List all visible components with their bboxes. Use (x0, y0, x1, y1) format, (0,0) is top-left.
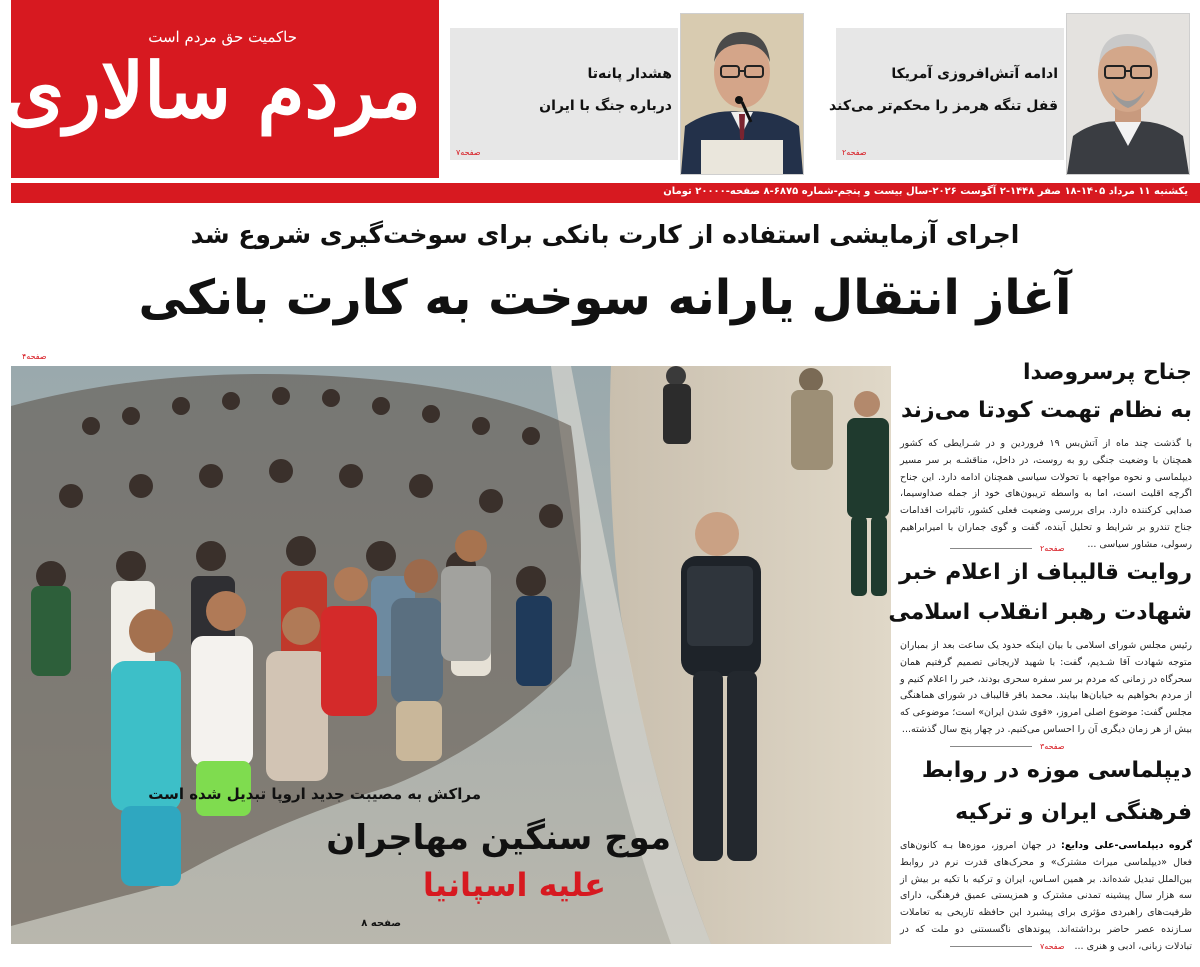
teaser-card-1[interactable] (829, 28, 1064, 160)
photo-story-page-ref: صفحه ۸ (361, 918, 401, 929)
column-story-3-headline-2[interactable]: فرهنگی ایران و ترکیه (955, 800, 1192, 825)
column-story-3-page-ref: صفحه۷ (1040, 942, 1065, 951)
column-story-3-headline-1[interactable]: دیپلماسی موزه در روابط (921, 758, 1192, 783)
lead-kicker[interactable]: اجرای آزمایشی استفاده از کارت بانکی برای سوخت‌گیری شروع شد (190, 220, 1020, 249)
teaser-1-line1: ادامه آتش‌افروزی آمریکا (891, 66, 1058, 82)
teaser-2-page-ref: صفحه۷ (456, 148, 481, 157)
masthead-logo[interactable] (4, 0, 439, 178)
teaser-2-portrait (680, 13, 804, 175)
column-story-2-page-ref: صفحه۳ (1040, 742, 1065, 751)
lead-headline[interactable]: آغاز انتقال یارانه سوخت به کارت بانکی (138, 270, 1072, 326)
column-separator (950, 746, 1032, 747)
column-separator (950, 548, 1032, 549)
column-story-2-body: رئیس مجلس شورای اسلامی با بیان اینکه حدود یک ساعت بعد از بمباران متوجه شهادت آقا شـدیم، گفت: با شهید لاریجانی تصمیم گرفتیم همان سحرگاه در زمانی که مردم بر سر سفره سحری بودند، خبر را اعلام کنیم و از مردم بخواهیم به خیابان‌ها بیایند. محمد باقر قالیباف در شورای هماهنگی مجلس گفت: موضوع اصلی امروز، «قوی شدن ایران» است؛ موضوعی که بیش از هر زمان دیگری آن را احساس می‌کنیم. در چهار پنج سال گذشته... (900, 640, 1192, 735)
column-story-1-headline-1[interactable]: جناح پرسروصدا (1022, 360, 1192, 385)
main-photo[interactable] (11, 366, 891, 944)
teaser-card-2[interactable] (450, 28, 678, 160)
column-story-2-headline-2[interactable]: شهادت رهبر انقلاب اسلامی (888, 600, 1192, 625)
photo-story-kicker[interactable]: مراکش به مصیبت جدید اروپا تبدیل شده است (148, 785, 481, 803)
masthead-tagline: حاکمیت حق مردم است (148, 28, 297, 46)
lead-page-ref: صفحه۴ (22, 352, 47, 361)
teaser-1-portrait (1066, 13, 1190, 175)
teaser-1-line2: قفل تنگه هرمز را محکم‌تر می‌کند (829, 98, 1058, 114)
column-story-2-headline-1[interactable]: روایت قالیباف از اعلام خبر (899, 560, 1192, 585)
portrait-man-glasses-icon (1067, 14, 1189, 174)
portrait-speaker-at-podium-icon (681, 14, 803, 174)
date-issue-line: یکشنبه ۱۱ مرداد ۱۴۰۵-۱۸ صفر ۱۴۴۸-۲ آگوست ۲۰۲۶-سال بیست و پنجم-شماره ۶۸۷۵-۸ صفحه-۲۰۰۰۰ تومان (663, 186, 1188, 197)
teaser-1-page-ref: صفحه۲ (842, 148, 867, 157)
column-story-1-page-ref: صفحه۲ (1040, 544, 1065, 553)
column-story-1-headline-2[interactable]: به نظام تهمت کودتا می‌زند (900, 398, 1192, 423)
column-story-3-text: در جهان امروز، موزه‌ها بـه کانون‌های فعال «دیپلماسی میراث مشترک» و محرک‌های قدرت نرم در روابط بین‌الملل تبدیل شده‌اند. بر همین اسـاس، ایران و ترکیه با تکیه بر بیش از سه هزار سال پیشینه تمدنی مشترک و همزیستی عمیق فرهنگی، دارای ظرفیت‌های راهبردی مؤثری برای پیشبرد این حافظه تاریخی به تعاملات سـازنده عصر حاضر برداشته‌اند. پیوندهای ناگسستنی دو ملت که در تبادلات زبانی، ادبی و هنری ... (900, 840, 1192, 952)
teaser-2-line2: درباره جنگ با ایران (539, 98, 672, 114)
column-story-1-body: با گذشت چند ماه از آتش‌بس ۱۹ فروردین و در شـرایطی که کشور همچنان با وضعیت جنگی رو به روست، در داخل، مناقشـه بر سر مسیر دیپلماسی و نحوه مواجهه با تحولات سیاسی همچنان ادامه دارد. این جناح اگرچه اقلیت است، اما به واسطه تریبون‌های خود از جمله صداوسیما، صدایی کرکننده دارد. برای بررسی وضعیت فعلی کشور، تاثیرات اقدامات جناح تندرو بر شرایط و تحلیل آینده، گفت و گوی جماران با امیرابراهیم رسولی، مشاور سیاسی ... (900, 438, 1192, 550)
date-bar (11, 183, 1200, 203)
teaser-2-line1: هشدار پانه‌تا (587, 66, 672, 82)
column-story-3-byline: گروه دیپلماسی-علی ودایع: (1061, 840, 1192, 851)
newspaper-logo-text: مردم سالاری (4, 46, 421, 135)
column-separator (950, 946, 1032, 947)
photo-story-headline[interactable]: موج سنگین مهاجران (326, 818, 671, 858)
photo-story-subheadline[interactable]: علیه اسپانیا (422, 866, 606, 904)
